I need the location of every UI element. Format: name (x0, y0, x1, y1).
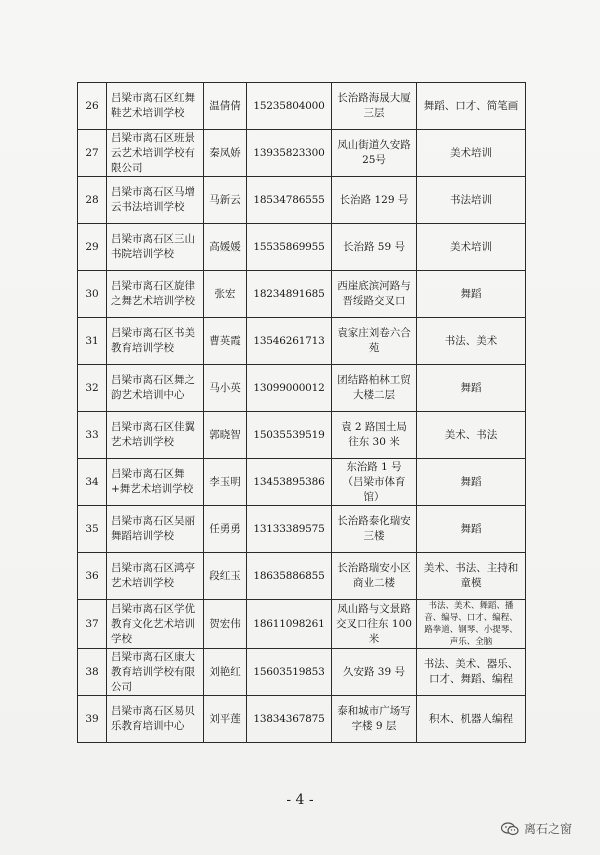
school-name: 吕梁市离石区三山书院培训学校 (107, 224, 204, 271)
contact-person: 刘平莲 (204, 696, 247, 743)
row-number: 37 (78, 600, 107, 649)
phone-number: 18234891685 (247, 271, 332, 318)
training-scope: 美术培训 (417, 130, 526, 177)
address: 长治路 59 号 (332, 224, 417, 271)
row-number: 30 (78, 271, 107, 318)
contact-person: 郭晓智 (204, 412, 247, 459)
address: 长治路海晟大厦三层 (332, 83, 417, 130)
row-number: 39 (78, 696, 107, 743)
training-scope: 美术、书法、主持和童模 (417, 553, 526, 600)
table-row (78, 459, 526, 506)
phone-number: 13935823300 (247, 130, 332, 177)
table-row (78, 271, 526, 318)
table-row (78, 318, 526, 365)
phone-number: 13546261713 (247, 318, 332, 365)
table-row (78, 130, 526, 177)
school-name: 吕梁市离石区鸿亭艺术培训学校 (107, 553, 204, 600)
address: 东治路 1 号（吕梁市体育馆） (332, 459, 417, 506)
phone-number: 15603519853 (247, 649, 332, 696)
contact-person: 刘艳红 (204, 649, 247, 696)
table-row (78, 412, 526, 459)
training-scope: 积木、机器人编程 (417, 696, 526, 743)
address: 长治路 129 号 (332, 177, 417, 224)
phone-number: 13453895386 (247, 459, 332, 506)
row-number: 31 (78, 318, 107, 365)
contact-person: 马小英 (204, 365, 247, 412)
row-number: 34 (78, 459, 107, 506)
row-number: 29 (78, 224, 107, 271)
table-row (78, 696, 526, 743)
training-scope: 书法、美术、舞蹈、播音、编导、口才、编程、路拳道、钢琴、小提琴、声乐、全脑 (417, 600, 526, 649)
phone-number: 13099000012 (247, 365, 332, 412)
watermark-text: 离石之窗 (523, 822, 572, 836)
school-name: 吕梁市离石区红舞鞋艺术培训学校 (107, 83, 204, 130)
address: 袁家庄刘卷六合苑 (332, 318, 417, 365)
table-row (78, 365, 526, 412)
training-scope: 舞蹈 (417, 459, 526, 506)
phone-number: 15235804000 (247, 83, 332, 130)
row-number: 35 (78, 506, 107, 553)
school-name: 吕梁市离石区易贝乐教育培训中心 (107, 696, 204, 743)
school-name: 吕梁市离石区康大教育培训学校有限公司 (107, 649, 204, 696)
training-scope: 舞蹈 (417, 365, 526, 412)
phone-number: 13133389575 (247, 506, 332, 553)
address: 长治路泰化瑞安三楼 (332, 506, 417, 553)
school-name: 吕梁市离石区学优教育文化艺术培训学校 (107, 600, 204, 649)
training-scope: 舞蹈 (417, 271, 526, 318)
page-number: - 4 - (286, 792, 314, 808)
school-name: 吕梁市离石区吴丽舞蹈培训学校 (107, 506, 204, 553)
phone-number: 15535869955 (247, 224, 332, 271)
school-name: 吕梁市离石区舞之韵艺术培训中心 (107, 365, 204, 412)
contact-person: 段红玉 (204, 553, 247, 600)
row-number: 33 (78, 412, 107, 459)
row-number: 32 (78, 365, 107, 412)
school-name: 吕梁市离石区旋律之舞艺术培训学校 (107, 271, 204, 318)
contact-person: 贺宏伟 (204, 600, 247, 649)
wechat-icon (501, 822, 519, 836)
school-name: 吕梁市离石区马增云书法培训学校 (107, 177, 204, 224)
phone-number: 18611098261 (247, 600, 332, 649)
address: 凤山街道久安路25号 (332, 130, 417, 177)
training-scope: 书法、美术、器乐、口才、舞蹈、编程 (417, 649, 526, 696)
phone-number: 13834367875 (247, 696, 332, 743)
source-watermark (501, 820, 572, 837)
row-number: 26 (78, 83, 107, 130)
address: 泰和城市广场写字楼 9 层 (332, 696, 417, 743)
contact-person: 李玉明 (204, 459, 247, 506)
school-name: 吕梁市离石区舞+舞艺术培训学校 (107, 459, 204, 506)
table-row (78, 177, 526, 224)
contact-person: 马新云 (204, 177, 247, 224)
address: 袁 2 路国土局往东 30 米 (332, 412, 417, 459)
phone-number: 15035539519 (247, 412, 332, 459)
table-row (78, 600, 526, 649)
address: 长治路瑞安小区商业二楼 (332, 553, 417, 600)
table-row (78, 83, 526, 130)
table-row (78, 506, 526, 553)
school-name: 吕梁市离石区书美教育培训学校 (107, 318, 204, 365)
row-number: 27 (78, 130, 107, 177)
address: 凤山路与文景路交叉口往东 100 米 (332, 600, 417, 649)
phone-number: 18635886855 (247, 553, 332, 600)
training-scope: 书法、美术 (417, 318, 526, 365)
row-number: 28 (78, 177, 107, 224)
contact-person: 温倩倩 (204, 83, 247, 130)
address: 西崖底滨河路与晋绥路交叉口 (332, 271, 417, 318)
row-number: 36 (78, 553, 107, 600)
contact-person: 高媛媛 (204, 224, 247, 271)
contact-person: 秦凤娇 (204, 130, 247, 177)
table-row (78, 553, 526, 600)
contact-person: 张宏 (204, 271, 247, 318)
contact-person: 任勇勇 (204, 506, 247, 553)
address: 团结路柏林工贸大楼二层 (332, 365, 417, 412)
school-registry-table (77, 82, 526, 743)
address: 久安路 39 号 (332, 649, 417, 696)
school-name: 吕梁市离石区佳翼艺术培训学校 (107, 412, 204, 459)
contact-person: 曹英霞 (204, 318, 247, 365)
school-name: 吕梁市离石区班景云艺术培训学校有限公司 (107, 130, 204, 177)
table-row (78, 224, 526, 271)
table-row (78, 649, 526, 696)
row-number: 38 (78, 649, 107, 696)
training-scope: 舞蹈、口才、简笔画 (417, 83, 526, 130)
training-scope: 美术培训 (417, 224, 526, 271)
phone-number: 18534786555 (247, 177, 332, 224)
training-scope: 书法培训 (417, 177, 526, 224)
training-scope: 舞蹈 (417, 506, 526, 553)
training-scope: 美术、书法 (417, 412, 526, 459)
